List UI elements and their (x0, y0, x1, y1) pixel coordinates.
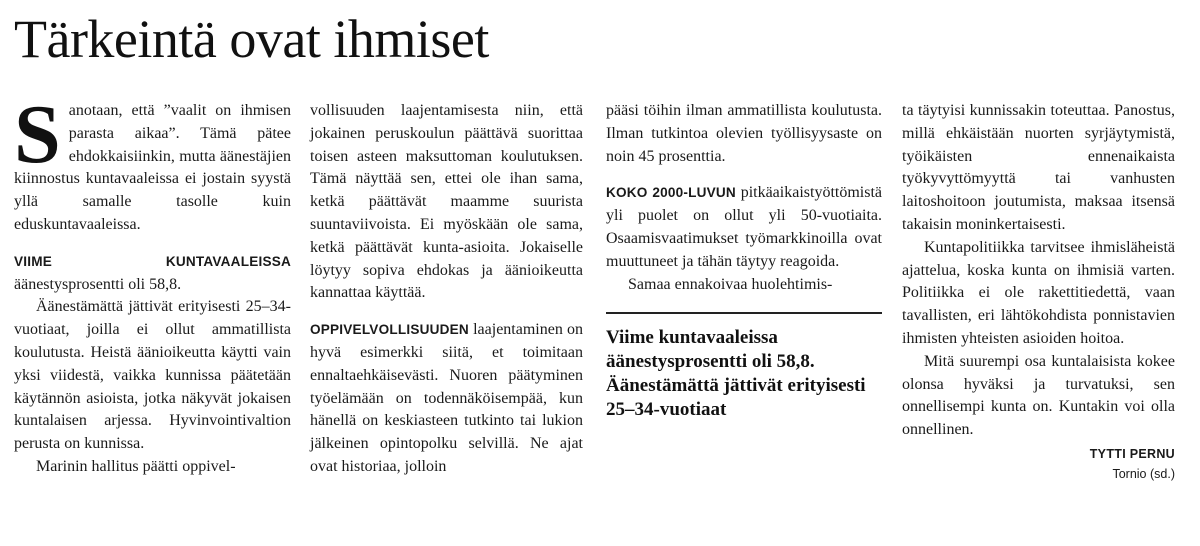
column-2 (310, 100, 583, 479)
paragraph (606, 182, 882, 273)
paragraph: pääsi töihin ilman ammatillista koulutusta. Ilman tutkintoa olevien työllisyysaste on noin 45 prosenttia. (606, 102, 882, 165)
lead-in: OPPIVELVOLLISUUDEN (310, 322, 469, 338)
paragraph-text: pitkäaikaistyöttömistä yli puolet on ollut yli 50-vuotiaita. Osaamisvaatimukset työmarkkinoilla ovat muuttuneet ja tähän täytyy reagoida. (606, 184, 882, 270)
author-affiliation: Tornio (sd.) (1112, 466, 1175, 481)
paragraph: Samaa ennakoivaa huolehtimis- (628, 275, 833, 293)
signature (902, 444, 1175, 484)
headline: Tärkeintä ovat ihmiset (14, 9, 489, 69)
column-1 (14, 88, 291, 479)
paragraph: Kuntapolitiikka tarvitsee ihmisläheistä ajattelua, koska kunta on ihmisiä varten. Politiikka ei ole rakettitiedettä, vaan tavallisten, eri lähtökohdista ponnistavien ihmisten yhteisten asioiden hoitoa. (902, 238, 1175, 347)
paragraph: ta täytyisi kunnissakin toteuttaa. Panostus, millä ehkäistään nuorten syrjäytymistä, työikäisten ennenaikaista työkyvyttömyyttä tai vanhusten laitoshoitoon joutumista, maksaa itsensä takaisin moninkertaisesti. (902, 102, 1175, 233)
pull-quote: Viime kuntavaaleissa äänestysprosentti oli 58,8. Äänestämättä jättivät erityisesti 25–34-vuotiaat (606, 312, 882, 422)
paragraph: vollisuuden laajentamisesta niin, että jokainen peruskoulun päättävä suorittaa toisen asteen maksuttoman koulutuksen. Tämä näyttää sen, ettei ole ihan sama, ketkä päättävät maamme suurista suuntaviivoista. Ei myöskään ole sama, ketkä päättävät kunta-asioita. Jokaiselle löytyy sopiva ehdokas ja äänioikeutta kannattaa käyttää. (310, 102, 583, 302)
paragraph-text: anotaan, että ”vaalit on ihmisen parasta aikaa”. Tämä pätee ehdokkaisiinkin, mutta äänestäjien kiinnostus kuntavaaleissa ei jostain syystä yllä samalle tasolle kuin eduskuntavaaleissa. (14, 102, 291, 233)
paragraph (14, 251, 291, 297)
paragraph: Äänestämättä jättivät erityisesti 25–34-vuotiaat, joilla ei ollut ammatillista koulutusta. Heistä äänioikeutta käytti vain yksi viidestä, vaikka kunnissa päätetään käytännön asioista, jotka näkyvät jokaisen kuntalaisen arjessa. Hyvinvointivaltion perusta on kunnissa. (14, 298, 291, 453)
lead-in: VIIME KUNTAVAALEISSA (14, 253, 291, 269)
paragraph: Marinin hallitus päätti oppivel- (36, 457, 236, 475)
column-4 (902, 100, 1175, 484)
intro-paragraph (14, 88, 291, 237)
paragraph (310, 319, 583, 479)
lead-in: KOKO 2000-LUVUN (606, 185, 736, 201)
paragraph-text: äänestysprosentti oli 58,8. (14, 275, 182, 293)
drop-cap: S (14, 88, 61, 181)
paragraph: Mitä suurempi osa kuntalaisista kokee olonsa hyväksi ja turvatuksi, sen onnellisempi kunta on. Kuntakin voi olla onnellinen. (902, 352, 1175, 439)
paragraph-text: laajentaminen on hyvä esimerkki siitä, et toimitaan ennaltaehkäisevästi. Nuoren päätyminen työelämään on todennäköisempää, kun hänellä on keskiasteen tutkinto tai lukion jälkeinen opintopolku selvillä. Ne ajat ovat historiaa, jolloin (310, 321, 583, 475)
column-3 (606, 100, 882, 422)
author-name: TYTTI PERNU (1089, 446, 1175, 461)
